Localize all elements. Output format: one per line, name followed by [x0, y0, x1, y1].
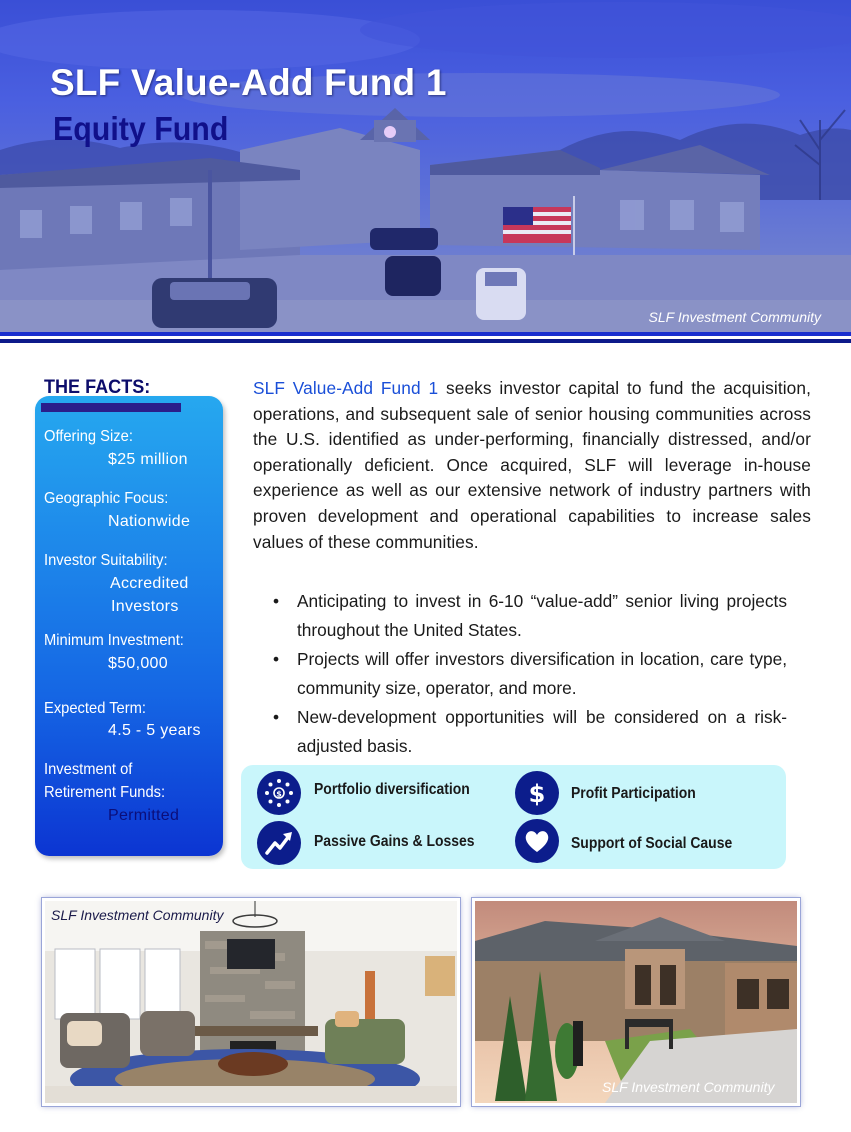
features-box: [241, 765, 786, 869]
svg-text:$: $: [528, 780, 546, 808]
svg-text:$: $: [276, 789, 282, 799]
feature-label-portfolio-diversification: Portfolio diversification: [314, 781, 470, 798]
divider-rule-dark: [0, 339, 851, 343]
bullet-item: • New-development opportunities will be considered on a risk-adjusted basis.: [273, 703, 787, 760]
page-title: SLF Value-Add Fund 1: [50, 62, 447, 103]
facts-heading: THE FACTS:: [44, 377, 151, 398]
growth-arrow-icon: [257, 821, 301, 865]
fact-label-investor-suitability: Investor Suitability:: [44, 552, 168, 569]
photo-lounge: [42, 898, 460, 1106]
bullet-item: • Projects will offer investors diversification in location, care type, community size, operator, and more.: [273, 645, 787, 702]
heart-icon: [515, 819, 559, 863]
feature-label-social-cause: Support of Social Cause: [571, 835, 733, 852]
hero-photo: [0, 0, 851, 332]
feature-label-profit-participation: Profit Participation: [571, 785, 696, 802]
fact-value-expected-term: 4.5 - 5 years: [108, 722, 201, 739]
dollar-icon: [515, 771, 559, 815]
bullet-item: • Anticipating to invest in 6-10 “value-add” senior living projects throughout the United States.: [273, 587, 787, 644]
fact-value-investor-suitability-1: Accredited: [110, 575, 189, 592]
page-subtitle: Equity Fund: [53, 110, 229, 147]
fact-label-offering-size: Offering Size:: [44, 428, 133, 445]
photo-caption-courtyard: SLF Investment Community: [602, 1079, 775, 1095]
intro-text: seeks investor capital to fund the acquisition, operations, and subsequent sale of senior housing communities across the U.S. identified as under-performing, financially distressed, and/or operationally deficient. Once acquired, SLF will leverage in-house experience as well as our extensive network of industry partners with proven development and operational capabilities to increase sales values of these communities.: [253, 378, 811, 552]
fact-label-expected-term: Expected Term:: [44, 700, 147, 717]
fact-value-retirement-funds: Permitted: [108, 807, 180, 824]
fact-value-geographic-focus: Nationwide: [108, 513, 191, 530]
fact-label-retirement-funds-1: Investment of: [44, 761, 133, 778]
fact-label-geographic-focus: Geographic Focus:: [44, 490, 169, 507]
facts-heading-underline: [41, 403, 181, 412]
intro-paragraph: [253, 376, 811, 555]
photo-courtyard: [472, 898, 800, 1106]
feature-label-passive-gains: Passive Gains & Losses: [314, 833, 475, 850]
fact-value-investor-suitability-2: Investors: [111, 598, 179, 615]
fact-value-minimum-investment: $50,000: [108, 655, 168, 672]
fund-name: SLF Value-Add Fund 1: [253, 378, 439, 398]
hero-banner: [0, 0, 851, 332]
photo-caption-lounge: SLF Investment Community: [51, 907, 224, 923]
fact-label-minimum-investment: Minimum Investment:: [44, 632, 184, 649]
hero-caption: SLF Investment Community: [648, 309, 821, 325]
fact-value-offering-size: $25 million: [108, 451, 188, 468]
fact-label-retirement-funds-2: Retirement Funds:: [44, 784, 166, 801]
bullet-list: [273, 587, 787, 761]
diversification-icon: [257, 771, 301, 815]
